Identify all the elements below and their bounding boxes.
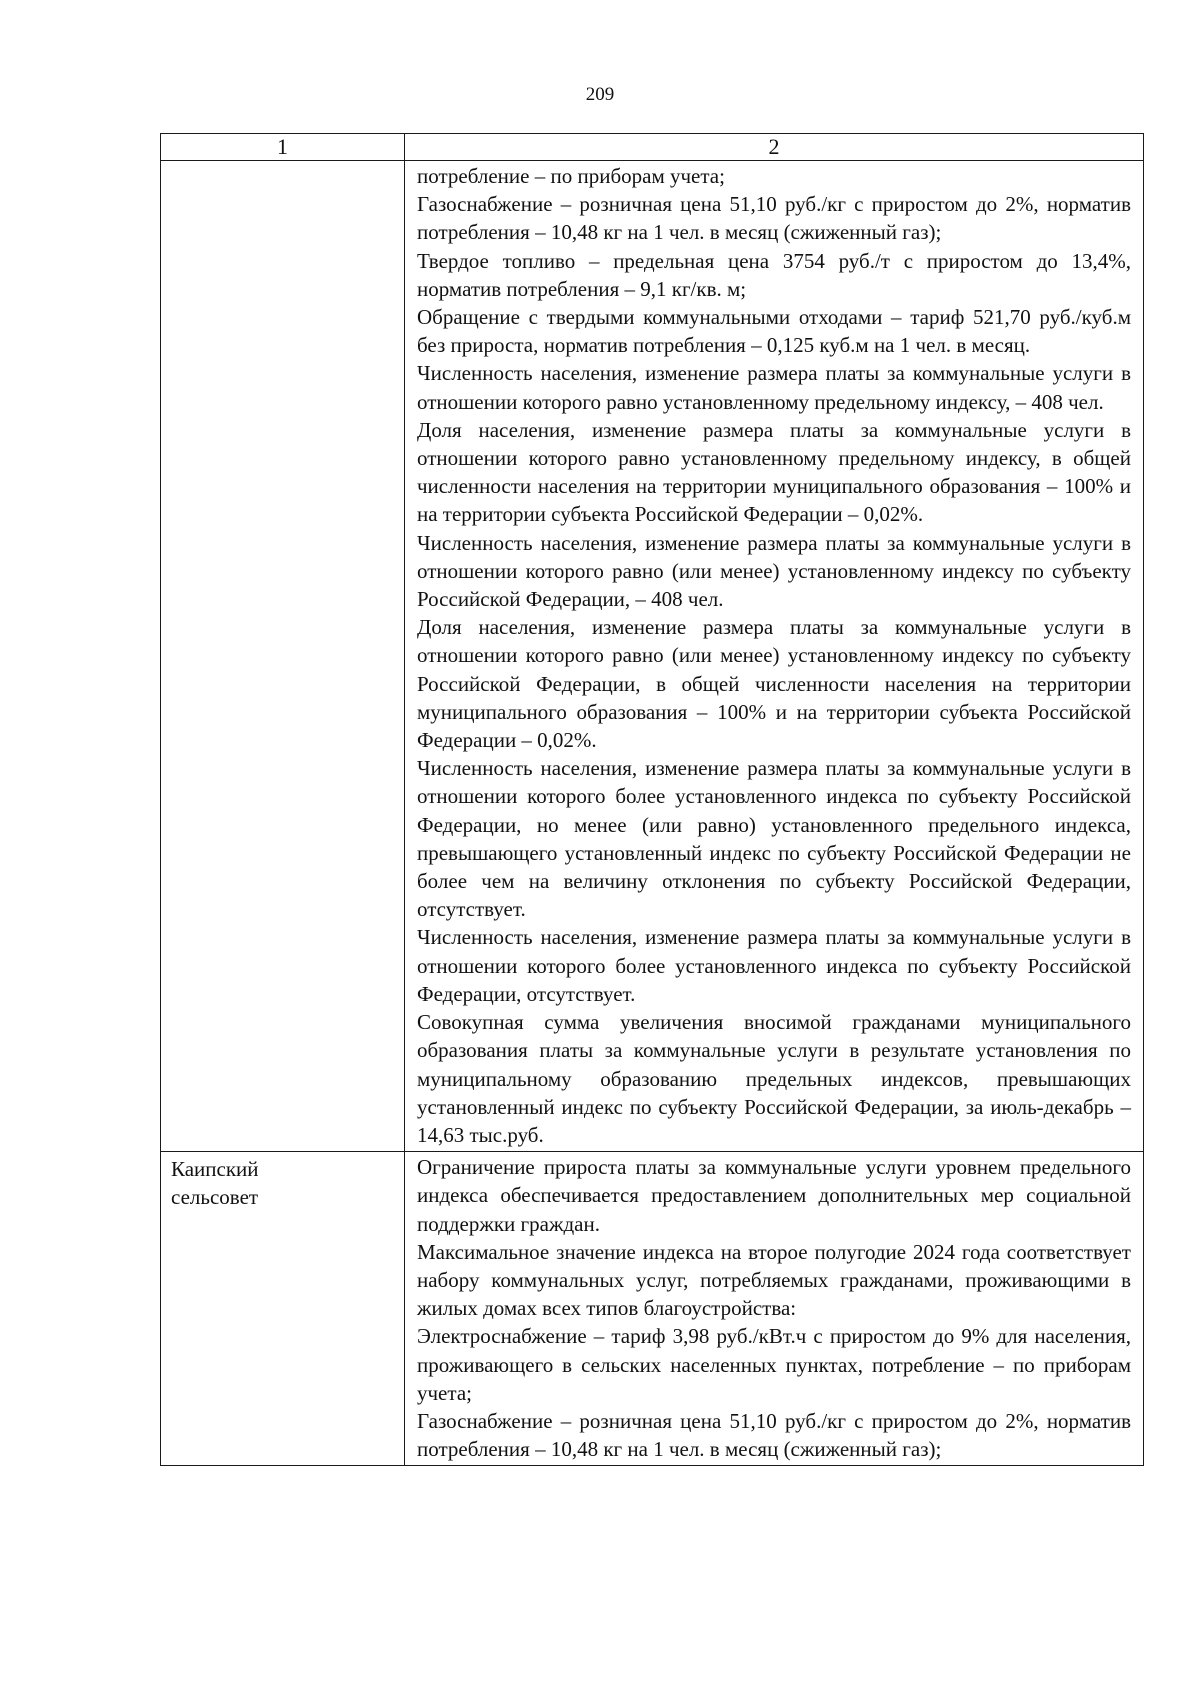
column-header-1: 1 (161, 134, 405, 161)
description-paragraph: Совокупная сумма увеличения вносимой гражданами муниципального образования платы за коммунальные услуги в результате установления по муниципальному образованию предельных индексов, превышающих установленный индекс по субъекту Российской Федерации, за июль-декабрь – 14,63 тыс.руб. (417, 1010, 1131, 1147)
page-number: 209 (585, 84, 615, 105)
description-paragraph: Численность населения, изменение размера платы за коммунальные услуги в отношении которого более установленного индекса по субъекту Российской Федерации, но менее (или равно) установленного предельного индекса, превышающего установленный индекс по субъекту Российской Федерации не более чем на величину отклонения по субъекту Российской Федерации, отсутствует. (417, 756, 1131, 922)
description-paragraph: Численность населения, изменение размера платы за коммунальные услуги в отношении которого равно установленному предельному индексу, – 408 чел. (417, 361, 1131, 414)
table-header-row (161, 134, 1144, 161)
table-row (161, 161, 1144, 1152)
description-paragraph: Обращение с твердыми коммунальными отходами – тариф 521,70 руб./куб.м без прироста, норматив потребления – 0,125 куб.м на 1 чел. в месяц. (417, 305, 1131, 358)
tariff-table (160, 133, 1144, 1466)
description-paragraph: Ограничение прироста платы за коммунальные услуги уровнем предельного индекса обеспечивается предоставлением дополнительных мер социальной поддержки граждан. (417, 1155, 1131, 1236)
description-paragraph: Доля населения, изменение размера платы за коммунальные услуги в отношении которого равно (или менее) установленному индексу по субъекту Российской Федерации, в общей численности населения на территории муниципального образования – 100% и на территории субъекта Российской Федерации – 0,02%. (417, 615, 1131, 753)
description-paragraph: Максимальное значение индекса на второе полугодие 2024 года соответствует набору коммунальных услуг, потребляемых гражданами, проживающими в жилых домах всех типов благоустройства: (417, 1239, 1131, 1321)
description-paragraph: Газоснабжение – розничная цена 51,10 руб./кг с приростом до 2%, норматив потребления – 10,48 кг на 1 чел. в месяц (сжиженный газ); (417, 192, 1131, 245)
table-row (161, 1152, 1144, 1466)
description-paragraph: потребление – по приборам учета; (417, 164, 725, 188)
description-paragraph: Численность населения, изменение размера платы за коммунальные услуги в отношении которого более установленного индекса по субъекту Российской Федерации, отсутствует. (417, 925, 1131, 1006)
description-paragraph: Численность населения, изменение размера платы за коммунальные услуги в отношении которого равно (или менее) установленному индексу по субъекту Российской Федерации, – 408 чел. (417, 530, 1131, 612)
description-cell (405, 1152, 1144, 1466)
description-cell (405, 161, 1144, 1152)
municipality-cell (161, 1152, 405, 1466)
municipality-name-line: Каипский (171, 1157, 259, 1182)
description-paragraph: Электроснабжение – тариф 3,98 руб./кВт.ч с приростом до 9% для населения, проживающего в сельских населенных пунктах, потребление – по приборам учета; (417, 1324, 1131, 1405)
description-paragraph: Газоснабжение – розничная цена 51,10 руб./кг с приростом до 2%, норматив потребления – 10,48 кг на 1 чел. в месяц (сжиженный газ); (417, 1408, 1131, 1462)
description-paragraph: Твердое топливо – предельная цена 3754 руб./т с приростом до 13,4%, норматив потребления – 9,1 кг/кв. м; (417, 248, 1131, 301)
municipality-name-line: сельсовет (171, 1185, 259, 1210)
column-header-2: 2 (405, 134, 1144, 161)
description-paragraph: Доля населения, изменение размера платы за коммунальные услуги в отношении которого равно установленному предельному индексу, в общей численности населения на территории муниципального образования – 100% и на территории субъекта Российской Федерации – 0,02%. (417, 417, 1131, 527)
municipality-cell (161, 161, 405, 1152)
